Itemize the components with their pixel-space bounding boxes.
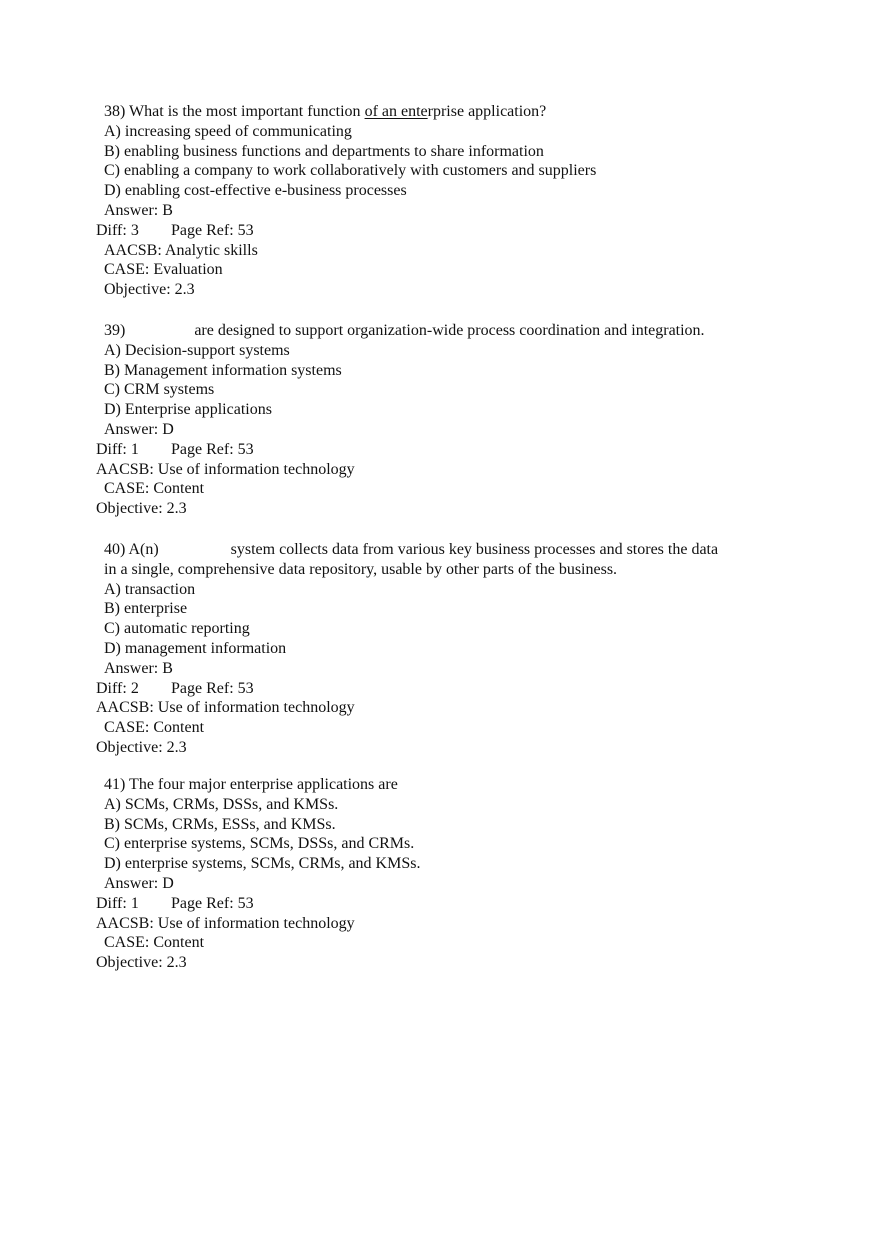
answer: Answer: D bbox=[104, 420, 174, 438]
difficulty: Diff: 3 bbox=[96, 221, 139, 239]
option-c: C) enterprise systems, SCMs, DSSs, and CRMs. bbox=[104, 835, 415, 853]
question-39 bbox=[96, 321, 816, 519]
objective: Objective: 2.3 bbox=[96, 954, 187, 972]
page-ref: Page Ref: 53 bbox=[171, 894, 254, 912]
stem-underlined-text: of an ente bbox=[364, 103, 428, 120]
objective: Objective: 2.3 bbox=[96, 500, 187, 518]
aacsb: AACSB: Use of information technology bbox=[96, 699, 355, 717]
option-a: A) increasing speed of communicating bbox=[104, 122, 352, 140]
option-b: B) Management information systems bbox=[104, 361, 342, 379]
option-a: A) Decision-support systems bbox=[104, 341, 290, 359]
difficulty: Diff: 1 bbox=[96, 894, 139, 912]
page-ref: Page Ref: 53 bbox=[171, 221, 254, 239]
option-d: D) enterprise systems, SCMs, CRMs, and KMSs. bbox=[104, 855, 421, 873]
option-d: D) management information bbox=[104, 639, 287, 657]
question-stem bbox=[96, 540, 816, 560]
option-d: D) enabling cost-effective e-business processes bbox=[104, 182, 407, 200]
answer: Answer: B bbox=[104, 659, 173, 677]
question-number: 40) A(n) bbox=[104, 541, 159, 558]
difficulty: Diff: 2 bbox=[96, 679, 139, 697]
difficulty-row bbox=[96, 679, 816, 699]
page-ref: Page Ref: 53 bbox=[171, 679, 254, 697]
option-b: B) SCMs, CRMs, ESSs, and KMSs. bbox=[104, 815, 336, 833]
question-number: 39) bbox=[104, 322, 126, 339]
question-38 bbox=[96, 102, 816, 300]
stem-text: system collects data from various key business processes and stores the data bbox=[230, 541, 719, 558]
aacsb: AACSB: Analytic skills bbox=[104, 241, 258, 259]
answer: Answer: B bbox=[104, 201, 173, 219]
objective: Objective: 2.3 bbox=[96, 738, 187, 756]
case: CASE: Content bbox=[104, 934, 205, 952]
answer: Answer: D bbox=[104, 874, 174, 892]
stem-text: are designed to support organization-wide process coordination and integration. bbox=[194, 322, 705, 339]
option-c: C) enabling a company to work collaboratively with customers and suppliers bbox=[104, 162, 597, 180]
question-41 bbox=[96, 775, 816, 973]
difficulty-row bbox=[96, 221, 816, 241]
question-stem bbox=[96, 102, 816, 122]
question-stem bbox=[96, 321, 816, 341]
question-40 bbox=[96, 540, 816, 758]
case: CASE: Evaluation bbox=[104, 261, 223, 279]
option-d: D) Enterprise applications bbox=[104, 401, 272, 419]
option-c: C) CRM systems bbox=[104, 381, 215, 399]
difficulty: Diff: 1 bbox=[96, 440, 139, 458]
stem-text: 38) What is the most important function bbox=[104, 103, 365, 120]
difficulty-row bbox=[96, 894, 816, 914]
option-a: A) transaction bbox=[104, 580, 196, 598]
aacsb: AACSB: Use of information technology bbox=[96, 460, 355, 478]
objective: Objective: 2.3 bbox=[104, 281, 195, 299]
page-ref: Page Ref: 53 bbox=[171, 440, 254, 458]
stem-text-end: rprise application? bbox=[427, 103, 547, 120]
question-stem-line-2: in a single, comprehensive data repository, usable by other parts of the business. bbox=[104, 560, 618, 578]
option-a: A) SCMs, CRMs, DSSs, and KMSs. bbox=[104, 795, 339, 813]
aacsb: AACSB: Use of information technology bbox=[96, 914, 355, 932]
question-stem: 41) The four major enterprise applications are bbox=[104, 776, 398, 793]
difficulty-row bbox=[96, 440, 816, 460]
option-b: B) enterprise bbox=[104, 600, 188, 618]
case: CASE: Content bbox=[104, 719, 205, 737]
case: CASE: Content bbox=[104, 480, 205, 498]
option-b: B) enabling business functions and departments to share information bbox=[104, 142, 544, 160]
option-c: C) automatic reporting bbox=[104, 620, 250, 638]
